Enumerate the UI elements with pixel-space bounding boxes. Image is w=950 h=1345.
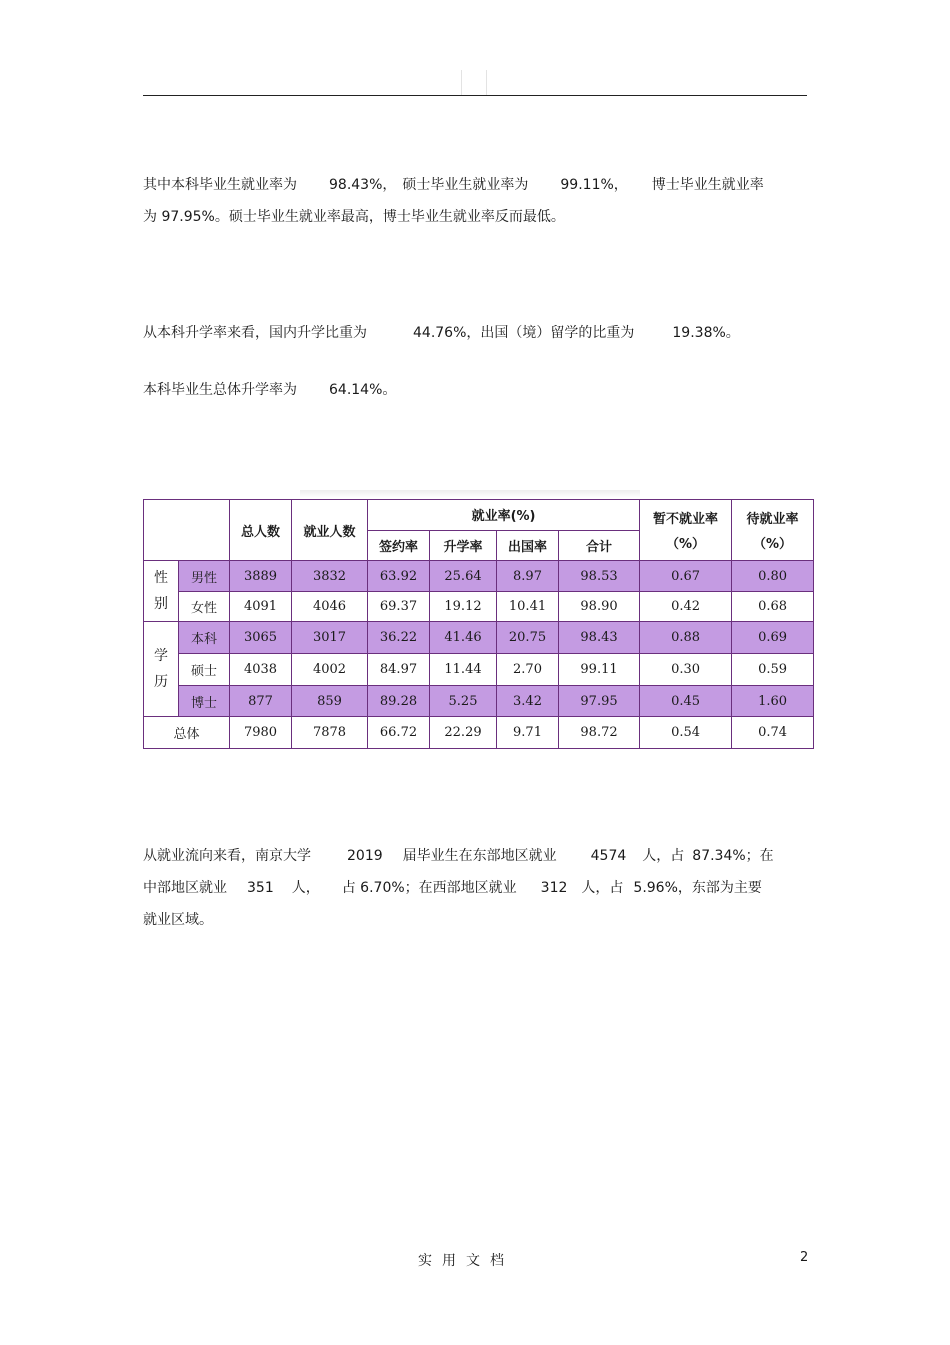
header-abroad-rate: 出国率: [497, 530, 559, 561]
cell: 1.60: [732, 685, 814, 717]
row-label: 博士: [179, 685, 230, 717]
cell: 98.72: [559, 717, 640, 749]
table-row: [144, 654, 814, 686]
cell: 2.70: [497, 654, 559, 686]
cell: 7878: [292, 717, 368, 749]
page-number: 2: [800, 1250, 809, 1265]
row-label: 硕士: [179, 654, 230, 686]
cell: 8.97: [497, 561, 559, 592]
header-temp-unemployed: 暂不就业率 （%）: [640, 500, 732, 561]
employment-table: [143, 499, 814, 749]
cell: 98.90: [559, 591, 640, 622]
cell: 9.71: [497, 717, 559, 749]
header-divider-left: [461, 70, 462, 96]
cell: 41.46: [430, 622, 497, 654]
table-row: [144, 717, 814, 749]
group-degree: 学 历: [144, 622, 179, 717]
cell: 0.59: [732, 654, 814, 686]
row-label: 本科: [179, 622, 230, 654]
cell: 20.75: [497, 622, 559, 654]
table-row: [144, 622, 814, 654]
paragraph-1-line-1: 其中本科毕业生就业率为 98.43%， 硕士毕业生就业率为 99.11%， 博士毕业生就业率: [143, 177, 764, 193]
cell: 4038: [230, 654, 292, 686]
table-row: [144, 685, 814, 717]
table-row: [144, 591, 814, 622]
cell: 5.25: [430, 685, 497, 717]
row-label-total: 总体: [144, 717, 230, 749]
paragraph-4-line-1: 从就业流向来看，南京大学 2019 届毕业生在东部地区就业 4574 人，占 87.34%；在: [143, 848, 774, 864]
cell: 4002: [292, 654, 368, 686]
cell: 0.74: [732, 717, 814, 749]
cell: 98.43: [559, 622, 640, 654]
cell: 0.30: [640, 654, 732, 686]
table-row: [144, 561, 814, 592]
header-divider-right: [486, 70, 487, 96]
cell: 11.44: [430, 654, 497, 686]
paragraph-1-line-2: 为 97.95%。硕士毕业生就业率最高，博士毕业生就业率反而最低。: [143, 209, 565, 225]
cell: 66.72: [368, 717, 430, 749]
cell: 63.92: [368, 561, 430, 592]
cell: 0.80: [732, 561, 814, 592]
cell: 22.29: [430, 717, 497, 749]
cell: 19.12: [430, 591, 497, 622]
cell: 36.22: [368, 622, 430, 654]
cell: 4091: [230, 591, 292, 622]
header-rate-group: 就业率(%): [368, 500, 640, 531]
cell: 98.53: [559, 561, 640, 592]
cell: 84.97: [368, 654, 430, 686]
cell: 3889: [230, 561, 292, 592]
cell: 877: [230, 685, 292, 717]
cell: 89.28: [368, 685, 430, 717]
cell: 25.64: [430, 561, 497, 592]
header-total: 总人数: [230, 500, 292, 561]
footer-text: 实用文档: [418, 1253, 514, 1269]
header-sum: 合计: [559, 530, 640, 561]
cell: 0.45: [640, 685, 732, 717]
group-gender: 性 别: [144, 561, 179, 622]
header-sign-rate: 签约率: [368, 530, 430, 561]
cell: 859: [292, 685, 368, 717]
header-study-rate: 升学率: [430, 530, 497, 561]
cell: 10.41: [497, 591, 559, 622]
corner-cell: [144, 500, 230, 561]
cell: 0.69: [732, 622, 814, 654]
cell: 3017: [292, 622, 368, 654]
cell: 0.67: [640, 561, 732, 592]
paragraph-3: 本科毕业生总体升学率为 64.14%。: [143, 382, 397, 398]
cell: 3065: [230, 622, 292, 654]
header-pending: 待就业率 （%）: [732, 500, 814, 561]
paragraph-2: 从本科升学率来看，国内升学比重为 44.76%，出国（境）留学的比重为 19.38%。: [143, 325, 740, 341]
cell: 4046: [292, 591, 368, 622]
cell: 69.37: [368, 591, 430, 622]
paragraph-4-line-2: 中部地区就业 351 人， 占 6.70%；在西部地区就业 312 人，占 5.96%，东部为主要: [143, 880, 762, 896]
cell: 0.68: [732, 591, 814, 622]
row-label: 女性: [179, 591, 230, 622]
header-rule: [143, 95, 807, 96]
cell: 3832: [292, 561, 368, 592]
cell: 0.88: [640, 622, 732, 654]
paragraph-4-line-3: 就业区域。: [143, 912, 213, 928]
cell: 97.95: [559, 685, 640, 717]
cell: 99.11: [559, 654, 640, 686]
cell: 3.42: [497, 685, 559, 717]
table-caption-remnant: [300, 490, 640, 498]
cell: 7980: [230, 717, 292, 749]
cell: 0.54: [640, 717, 732, 749]
cell: 0.42: [640, 591, 732, 622]
row-label: 男性: [179, 561, 230, 592]
header-employed: 就业人数: [292, 500, 368, 561]
